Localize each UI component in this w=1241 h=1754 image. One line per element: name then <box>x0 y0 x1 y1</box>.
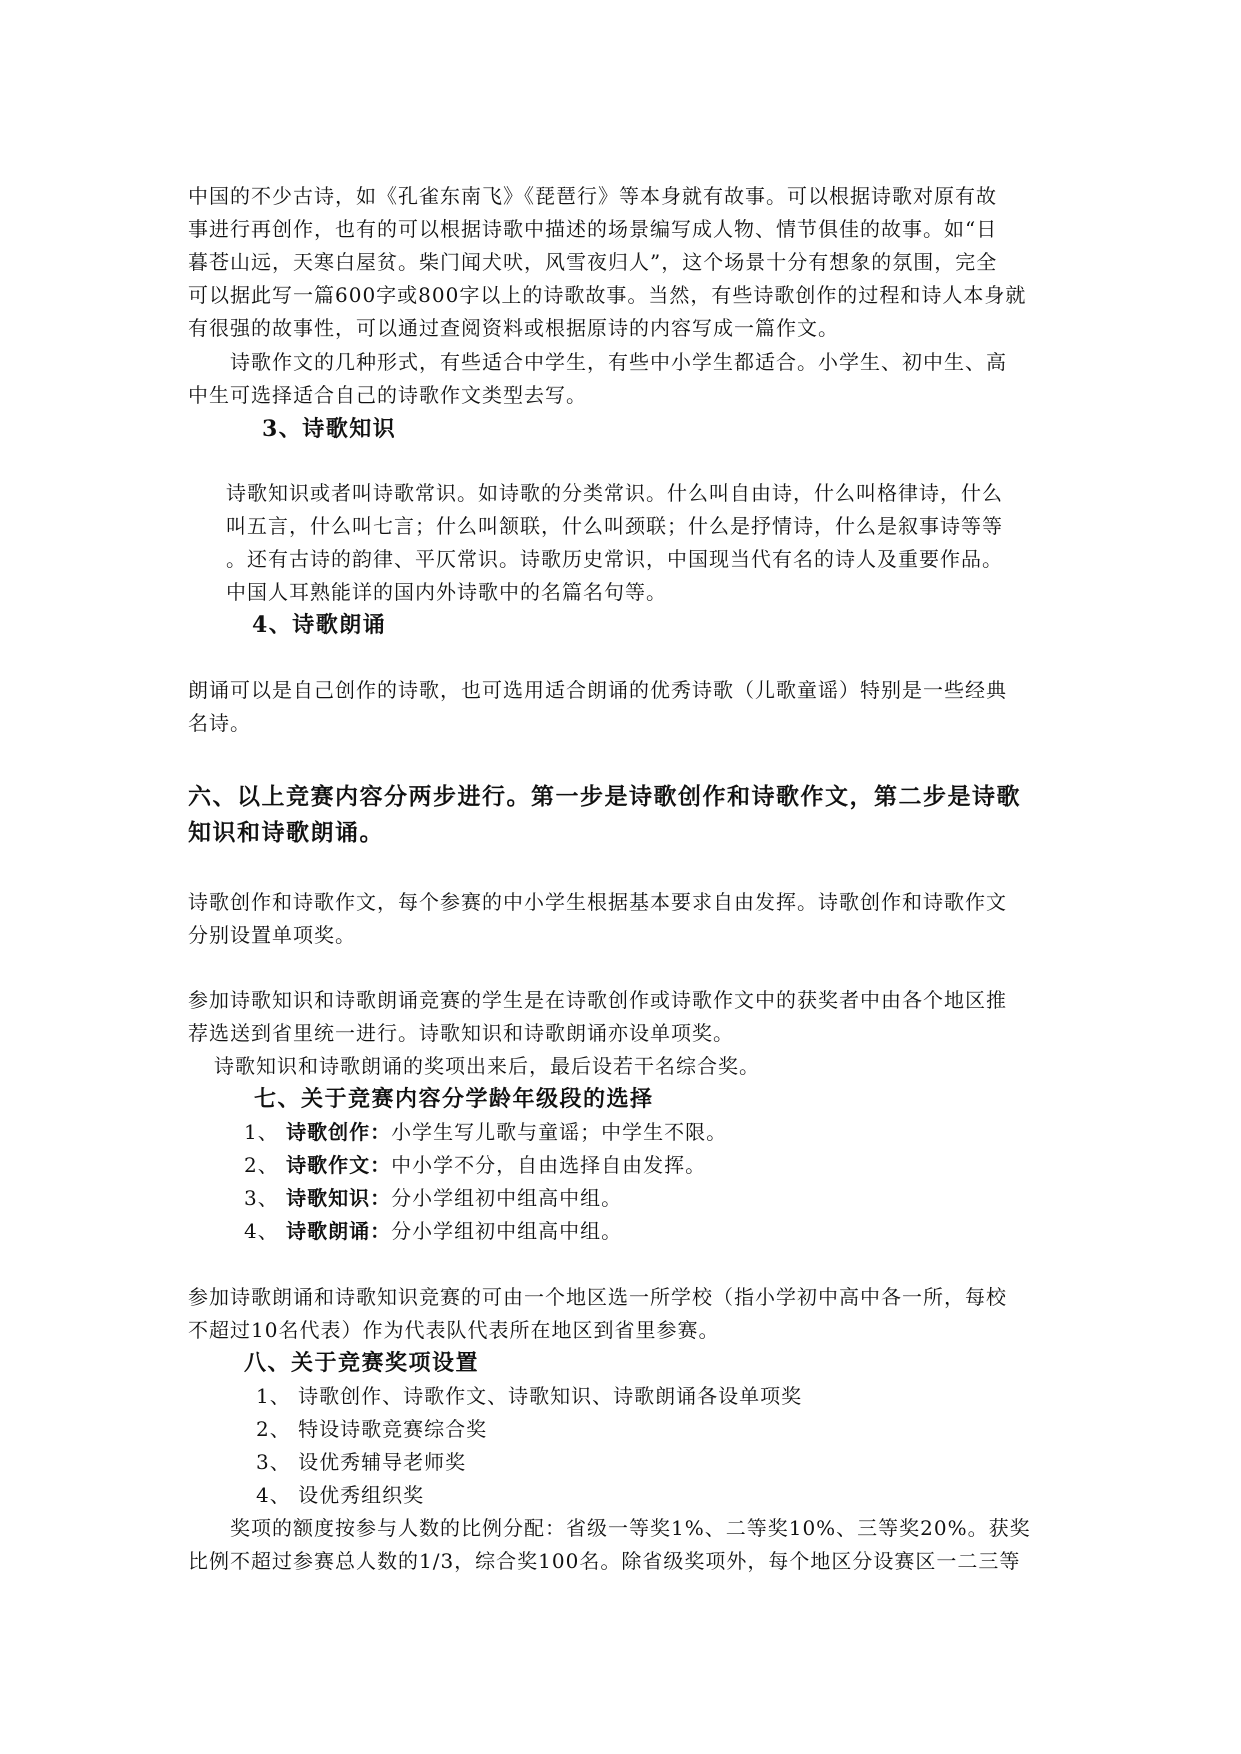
intro-line-5: 有很强的故事性，可以通过查阅资料或根据原诗的内容写成一篇作文。 <box>188 316 839 340</box>
intro-line-4: 可以据此写一篇600字或800字以上的诗歌故事。当然，有些诗歌创作的过程和诗人本身就 <box>188 283 1027 307</box>
part-7-item-2-text: 中小学不分，自由选择自由发挥。 <box>391 1153 707 1177</box>
part-6-para-1-line-1: 诗歌创作和诗歌作文，每个参赛的中小学生根据基本要求自由发挥。诗歌创作和诗歌作文 <box>188 890 1007 914</box>
part-8-item-3 <box>256 1446 466 1478</box>
part-8-para-line-1: 奖项的额度按参与人数的比例分配：省级一等奖1%、二等奖10%、三等奖20%。获奖 <box>230 1516 1031 1540</box>
section-4-line-2: 名诗。 <box>188 711 251 735</box>
part-7-item-1-num: 1、 <box>244 1120 279 1144</box>
part-8-item-3-text: 设优秀辅导老师奖 <box>298 1450 467 1474</box>
part-8-item-1-num: 1、 <box>256 1384 291 1408</box>
part-7-item-3-num: 3、 <box>244 1186 279 1210</box>
section-3-line-2: 叫五言，什么叫七言；什么叫颔联，什么叫颈联；什么是抒情诗，什么是叙事诗等等 <box>226 514 1003 538</box>
part-7-item-1-text: 小学生写儿歌与童谣；中学生不限。 <box>391 1120 728 1144</box>
part-8-item-2-text: 特设诗歌竞赛综合奖 <box>298 1417 488 1441</box>
part-8-item-4 <box>256 1479 424 1511</box>
part-6-para-2-line-1: 参加诗歌知识和诗歌朗诵竞赛的学生是在诗歌创作或诗歌作文中的获奖者中由各个地区推 <box>188 988 1007 1012</box>
intro-line-1: 中国的不少古诗，如《孔雀东南飞》《琵琶行》等本身就有故事。可以根据诗歌对原有故 <box>188 184 997 208</box>
part-7-para-line-2: 不超过10名代表）作为代表队代表所在地区到省里参赛。 <box>188 1318 720 1342</box>
part-7-item-2-num: 2、 <box>244 1153 279 1177</box>
part-8-heading: 八、关于竞赛奖项设置 <box>244 1350 480 1376</box>
part-7-item-4-term: 诗歌朗诵： <box>286 1219 392 1243</box>
part-7-item-3-term: 诗歌知识： <box>286 1186 392 1210</box>
part-8-item-2-num: 2、 <box>256 1417 291 1441</box>
part-7-item-3-text: 分小学组初中组高中组。 <box>391 1186 623 1210</box>
part-8-item-1 <box>256 1380 802 1412</box>
section-3-heading: 3、诗歌知识 <box>262 416 397 442</box>
part-6-heading-line-2: 知识和诗歌朗诵。 <box>188 819 384 846</box>
part-7-item-4-text: 分小学组初中组高中组。 <box>391 1219 623 1243</box>
part-8-para-line-2: 比例不超过参赛总人数的1/3，综合奖100名。除省级奖项外，每个地区分设赛区一二三等 <box>188 1549 1021 1573</box>
forms-line-1: 诗歌作文的几种形式，有些适合中学生，有些中小学生都适合。小学生、初中生、高 <box>230 350 1007 374</box>
part-7-item-4 <box>244 1215 622 1247</box>
part-7-item-1 <box>244 1116 727 1148</box>
part-6-heading-line-1: 六、以上竞赛内容分两步进行。第一步是诗歌创作和诗歌作文，第二步是诗歌 <box>188 783 1021 810</box>
part-7-heading: 七、关于竞赛内容分学龄年级段的选择 <box>254 1086 654 1112</box>
part-6-para-3: 诗歌知识和诗歌朗诵的奖项出来后，最后设若干名综合奖。 <box>214 1054 760 1078</box>
part-7-item-3 <box>244 1182 622 1214</box>
forms-line-2: 中生可选择适合自己的诗歌作文类型去写。 <box>188 383 587 407</box>
part-8-item-2 <box>256 1413 487 1445</box>
section-3-line-1: 诗歌知识或者叫诗歌常识。如诗歌的分类常识。什么叫自由诗，什么叫格律诗，什么 <box>226 481 1003 505</box>
intro-line-2: 事进行再创作，也有的可以根据诗歌中描述的场景编写成人物、情节俱佳的故事。如“日 <box>188 217 998 241</box>
part-8-item-1-text: 诗歌创作、诗歌作文、诗歌知识、诗歌朗诵各设单项奖 <box>298 1384 803 1408</box>
part-7-item-4-num: 4、 <box>244 1219 279 1243</box>
part-6-para-1-line-2: 分别设置单项奖。 <box>188 923 356 947</box>
part-6-para-2-line-2: 荐选送到省里统一进行。诗歌知识和诗歌朗诵亦设单项奖。 <box>188 1021 734 1045</box>
part-8-item-3-num: 3、 <box>256 1450 291 1474</box>
section-4-line-1: 朗诵可以是自己创作的诗歌，也可选用适合朗诵的优秀诗歌（儿歌童谣）特别是一些经典 <box>188 678 1007 702</box>
part-8-item-4-num: 4、 <box>256 1483 291 1507</box>
part-7-item-2 <box>244 1149 706 1181</box>
part-8-item-4-text: 设优秀组织奖 <box>298 1483 425 1507</box>
part-7-para-line-1: 参加诗歌朗诵和诗歌知识竞赛的可由一个地区选一所学校（指小学初中高中各一所，每校 <box>188 1285 1007 1309</box>
section-3-line-3: 。还有古诗的韵律、平仄常识。诗歌历史常识，中国现当代有名的诗人及重要作品。 <box>226 547 1003 571</box>
section-3-line-4: 中国人耳熟能详的国内外诗歌中的名篇名句等。 <box>226 580 667 604</box>
part-7-item-2-term: 诗歌作文： <box>286 1153 392 1177</box>
part-7-item-1-term: 诗歌创作： <box>286 1120 392 1144</box>
section-4-heading: 4、诗歌朗诵 <box>252 612 387 638</box>
intro-line-3: 暮苍山远，天寒白屋贫。柴门闻犬吠，风雪夜归人”，这个场景十分有想象的氛围，完全 <box>188 250 998 274</box>
